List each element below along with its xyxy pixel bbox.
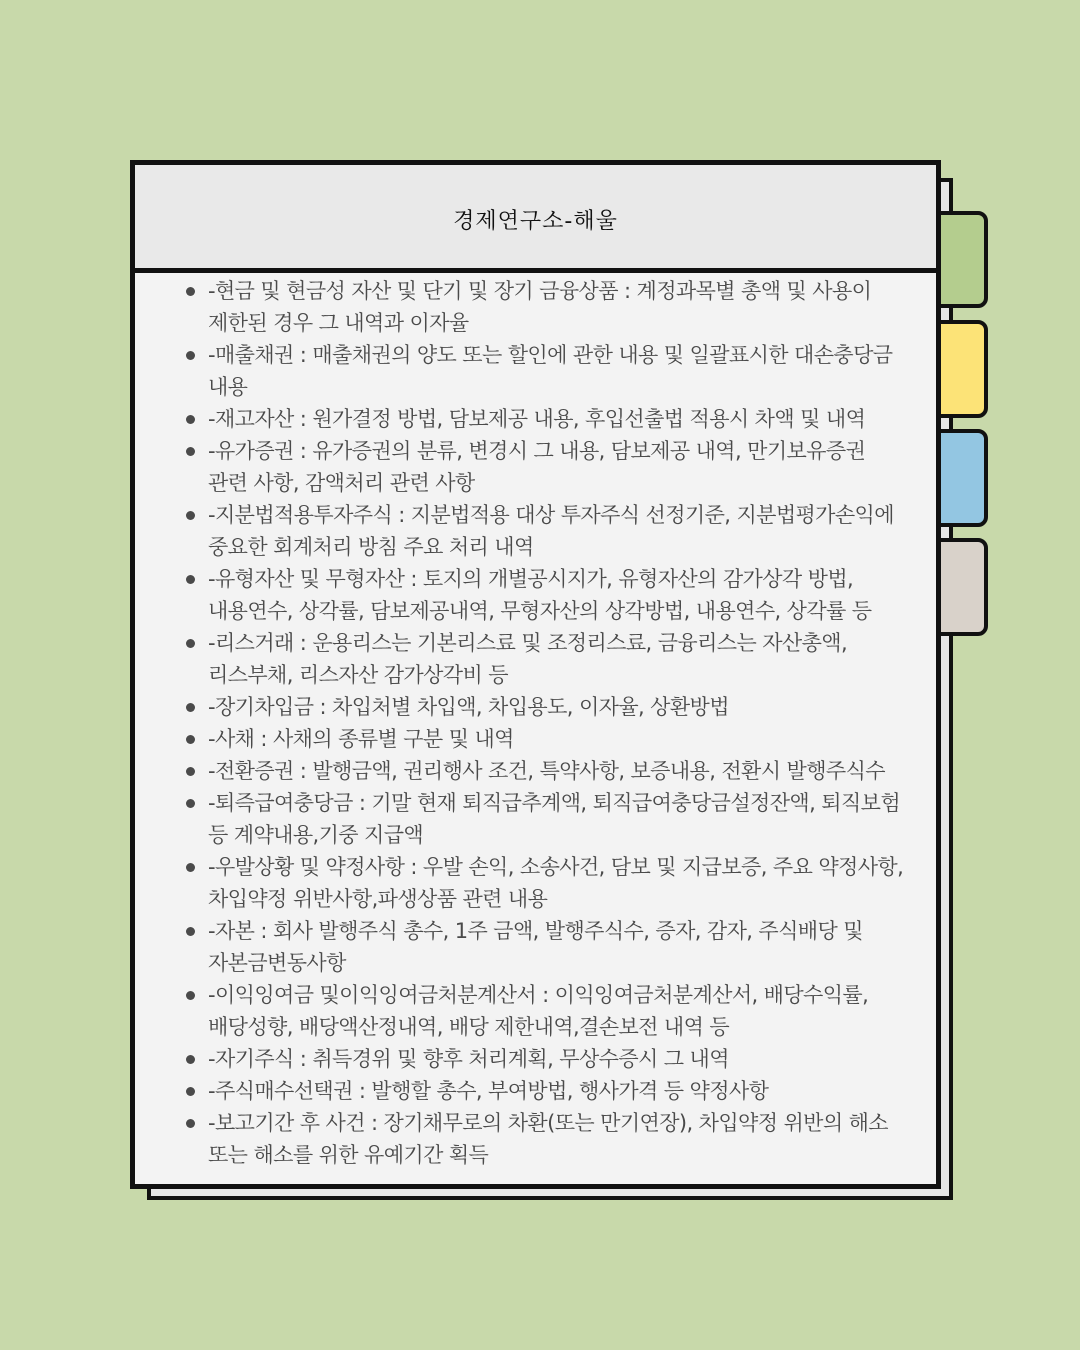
list-item (135, 787, 936, 851)
bullet-dot-icon (186, 351, 195, 360)
document-sheet (130, 160, 941, 1189)
list-item-text: -주식매수선택권 : 발행할 총수, 부여방법, 행사가격 등 약정사항 (208, 1079, 769, 1103)
list-item-text: -유형자산 및 무형자산 : 토지의 개별공시지가, 유형자산의 감가상각 방법, 내용연수, 상각률, 담보제공내역, 무형자산의 상각방법, 내용연수, 상각률 등 (208, 567, 872, 623)
list-item (135, 1043, 936, 1075)
bullet-dot-icon (186, 735, 195, 744)
list-item-text: -매출채권 : 매출채권의 양도 또는 할인에 관한 내용 및 일괄표시한 대손충당금 내용 (208, 343, 893, 399)
bullet-dot-icon (186, 1087, 195, 1096)
list-item (135, 1075, 936, 1107)
bullet-dot-icon (186, 703, 195, 712)
list-item-text: -전환증권 : 발행금액, 권리행사 조건, 특약사항, 보증내용, 전환시 발행주식수 (208, 759, 885, 783)
list-item-text: -유가증권 : 유가증권의 분류, 변경시 그 내용, 담보제공 내역, 만기보유증권 관련 사항, 감액처리 관련 사항 (208, 439, 866, 495)
list-item (135, 339, 936, 403)
bullet-dot-icon (186, 1055, 195, 1064)
list-item-text: -사채 : 사채의 종류별 구분 및 내역 (208, 727, 514, 751)
list-item (135, 979, 936, 1043)
list-item-text: -현금 및 현금성 자산 및 단기 및 장기 금융상품 : 계정과목별 총액 및 사용이 제한된 경우 그 내역과 이자율 (208, 279, 872, 335)
disclosure-list (135, 273, 936, 1171)
list-item (135, 563, 936, 627)
bullet-dot-icon (186, 575, 195, 584)
list-item (135, 851, 936, 915)
list-item-text: -자기주식 : 취득경위 및 향후 처리계획, 무상수증시 그 내역 (208, 1047, 729, 1071)
bullet-dot-icon (186, 415, 195, 424)
sheet-header (135, 165, 936, 273)
bullet-dot-icon (186, 1119, 195, 1128)
bullet-dot-icon (186, 287, 195, 296)
list-item-text: -장기차입금 : 차입처별 차입액, 차입용도, 이자율, 상환방법 (208, 695, 729, 719)
list-item-text: -보고기간 후 사건 : 장기채무로의 차환(또는 만기연장), 차입약정 위반의 해소 또는 해소를 위한 유예기간 획득 (208, 1111, 888, 1167)
list-item (135, 915, 936, 979)
list-item (135, 275, 936, 339)
list-item-text: -우발상황 및 약정사항 : 우발 손익, 소송사건, 담보 및 지급보증, 주요 약정사항, 차입약정 위반사항,파생상품 관련 내용 (208, 855, 904, 911)
list-item-text: -퇴즉급여충당금 : 기말 현재 퇴직급추계액, 퇴직급여충당금설정잔액, 퇴직보험 등 계약내용,기중 지급액 (208, 791, 901, 847)
list-item (135, 755, 936, 787)
list-item (135, 627, 936, 691)
list-item (135, 1107, 936, 1171)
bullet-dot-icon (186, 927, 195, 936)
list-item (135, 723, 936, 755)
list-item (135, 691, 936, 723)
bullet-dot-icon (186, 639, 195, 648)
list-item-text: -재고자산 : 원가결정 방법, 담보제공 내용, 후입선출법 적용시 차액 및 내역 (208, 407, 866, 431)
list-item-text: -자본 : 회사 발행주식 총수, 1주 금액, 발행주식수, 증자, 감자, 주식배당 및 자본금변동사항 (208, 919, 863, 975)
list-item-text: -지분법적용투자주식 : 지분법적용 대상 투자주식 선정기준, 지분법평가손익에 중요한 회계처리 방침 주요 처리 내역 (208, 503, 894, 559)
bullet-dot-icon (186, 511, 195, 520)
bullet-dot-icon (186, 799, 195, 808)
list-item (135, 499, 936, 563)
bullet-dot-icon (186, 991, 195, 1000)
bullet-dot-icon (186, 863, 195, 872)
list-item-text: -이익잉여금 및이익잉여금처분계산서 : 이익잉여금처분계산서, 배당수익률, 배당성향, 배당액산정내역, 배당 제한내역,결손보전 내역 등 (208, 983, 869, 1039)
list-item-text: -리스거래 : 운용리스는 기본리스료 및 조정리스료, 금융리스는 자산총액, 리스부채, 리스자산 감가상각비 등 (208, 631, 848, 687)
bullet-dot-icon (186, 447, 195, 456)
list-item (135, 403, 936, 435)
page-title: 경제연구소-해울 (453, 209, 618, 234)
bullet-dot-icon (186, 767, 195, 776)
list-item (135, 435, 936, 499)
